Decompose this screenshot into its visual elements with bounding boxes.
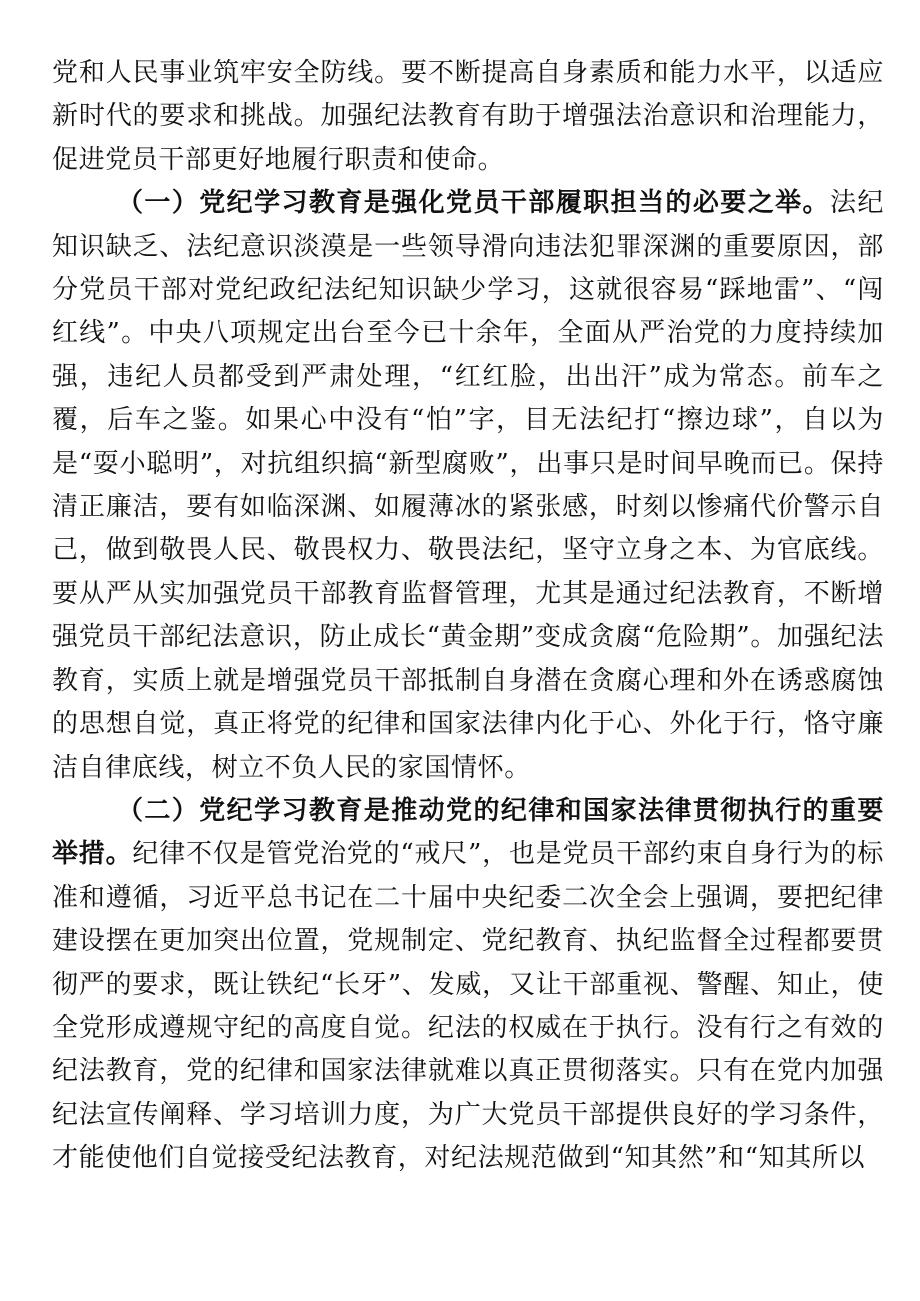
paragraph-text: 纪律不仅是管党治党的“戒尺”，也是党员干部约束自身行为的标准和遵循，习近平总书记在二十届中央纪委二次全会上强调，要把纪律建设摆在更加突出位置，党规制定、党纪教育、执纪监督全过程都要贯彻严的要求，既让铁纪“长牙”、发威，又让干部重视、警醒、知止，使全党形成遵规守纪的高度自觉。纪法的权威在于执行。没有行之有效的纪法教育，党的纪律和国家法律就难以真正贯彻落实。只有在党内加强纪法宣传阐释、学习培训力度，为广大党员干部提供良好的学习条件，才能使他们自觉接受纪法教育，对纪法规范做到“知其然”和“知其所以: [52, 839, 884, 1174]
paragraph-section-one: [52, 182, 884, 790]
paragraph-section-two: [52, 790, 884, 1181]
paragraph-text: 党和人民事业筑牢安全防线。要不断提高自身素质和能力水平，以适应新时代的要求和挑战。加强纪法教育有助于增强法治意识和治理能力，促进党员干部更好地履行职责和使命。: [52, 58, 884, 175]
paragraph-text: 法纪知识缺乏、法纪意识淡漠是一些领导滑向违法犯罪深渊的重要原因，部分党员干部对党纪政纪法纪知识缺少学习，这就很容易“踩地雷”、“闯红线”。中央八项规定出台至今已十余年，全面从严治党的力度持续加强，违纪人员都受到严肃处理，“红红脸，出出汗”成为常态。前车之覆，后车之鉴。如果心中没有“怕”字，目无法纪打“擦边球”，自以为是“耍小聪明”，对抗组织搞“新型腐败”，出事只是时间早晚而已。保持清正廉洁，要有如临深渊、如履薄冰的紧张感，时刻以惨痛代价警示自己，做到敬畏人民、敬畏权力、敬畏法纪，坚守立身之本、为官底线。要从严从实加强党员干部教育监督管理，尤其是通过纪法教育，不断增强党员干部纪法意识，防止成长“黄金期”变成贪腐“危险期”。加强纪法教育，实质上就是增强党员干部抵制自身潜在贪腐心理和外在诱惑腐蚀的思想自觉，真正将党的纪律和国家法律内化于心、外化于行，恪守廉洁自律底线，树立不负人民的家国情怀。: [52, 188, 884, 783]
paragraph-continuation: [52, 52, 884, 182]
document-page: [52, 52, 884, 1181]
section-heading-one: （一）党纪学习教育是强化党员干部履职担当的必要之举。: [117, 188, 830, 219]
section-heading-two: （二）党纪学习教育是推动党的纪律和国家法律贯彻执行的重要举措。: [52, 795, 884, 870]
